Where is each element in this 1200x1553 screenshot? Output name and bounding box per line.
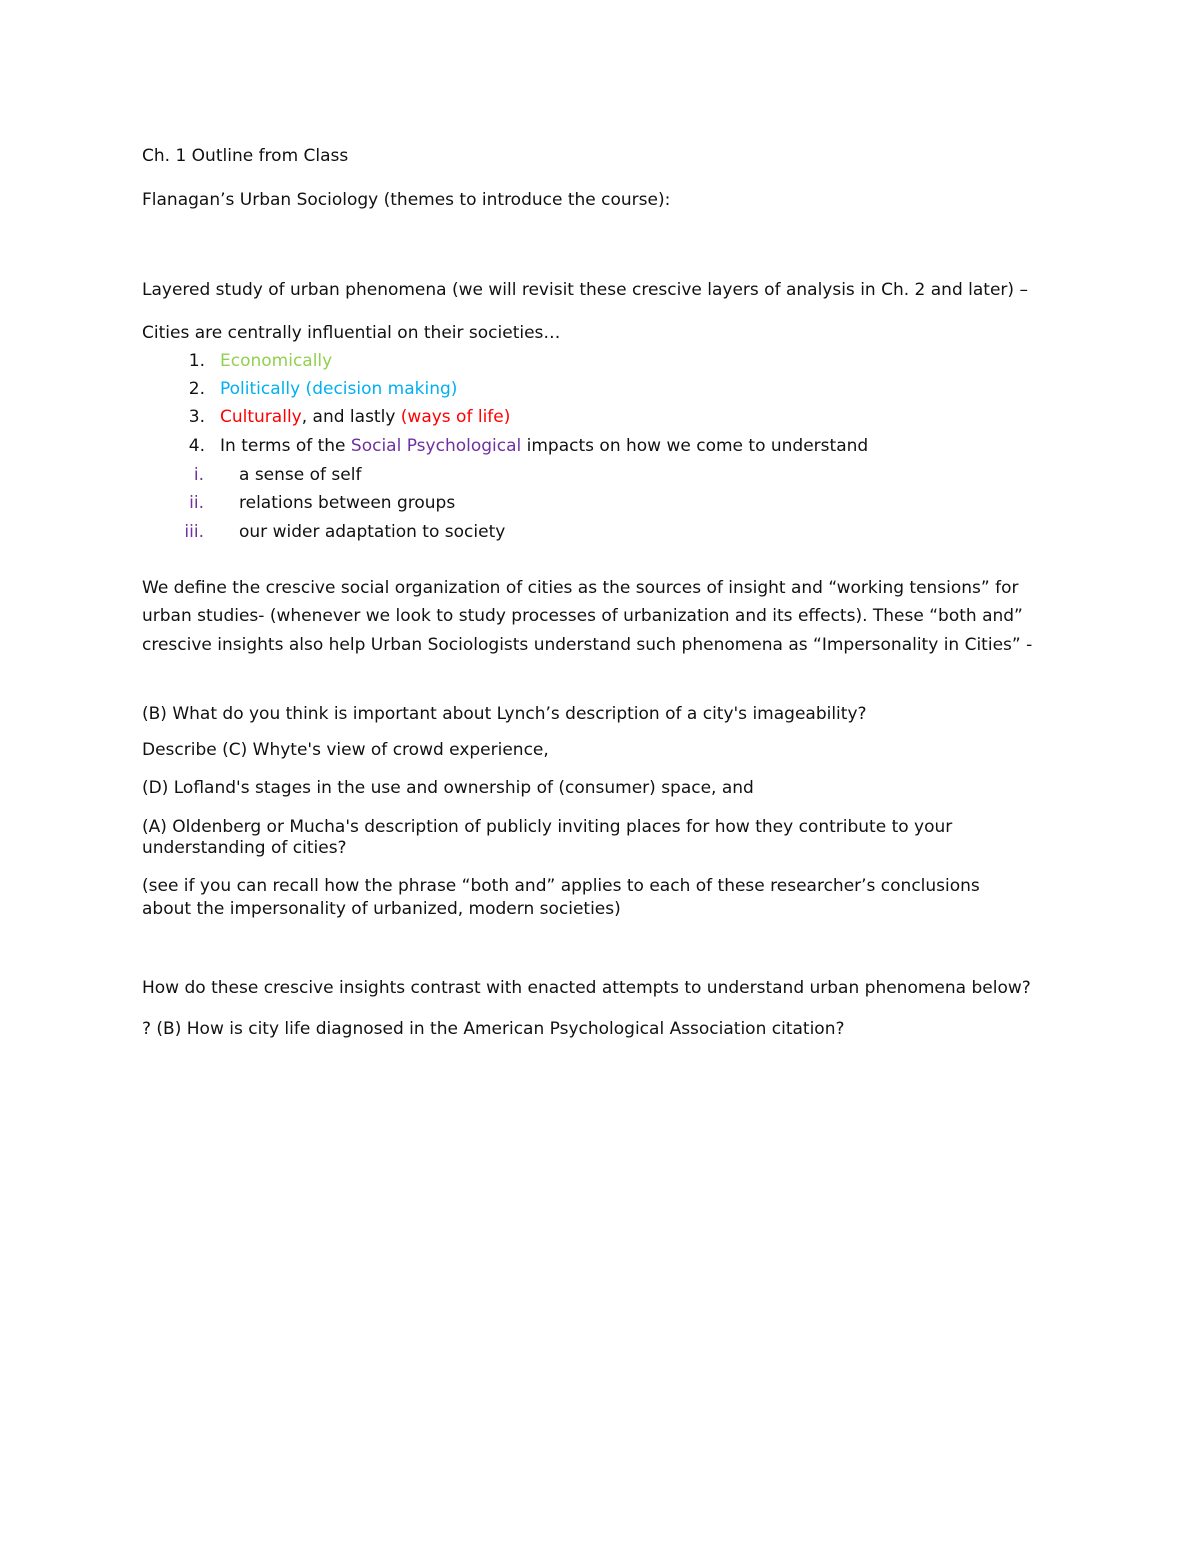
list-item-politically: Politically (decision making) <box>220 379 458 399</box>
impacts-text: impacts on how we come to understand <box>521 436 869 456</box>
sublist-number: iii. <box>184 522 204 542</box>
sublist-item: relations between groups <box>239 493 456 513</box>
question-d: (D) Lofland's stages in the use and ownership of (consumer) space, and <box>142 778 754 798</box>
in-terms-text: In terms of the <box>220 436 351 456</box>
question-b: (B) What do you think is important about Lynch’s description of a city's imageability? <box>142 704 867 724</box>
see-if-line: about the impersonality of urbanized, modern societies) <box>142 899 621 919</box>
layered-study-line: Layered study of urban phenomena (we will revisit these crescive layers of analysis in Ch. 2 and later) – <box>142 280 1028 300</box>
list-item-social-psych <box>220 435 868 457</box>
list-number: 4. <box>188 436 205 456</box>
question-a-line: (A) Oldenberg or Mucha's description of publicly inviting places for how they contribute to your <box>142 817 953 837</box>
question-a-line: understanding of cities? <box>142 838 347 858</box>
define-para-line: urban studies- (whenever we look to study processes of urbanization and its effects). These “both and” <box>142 606 1023 626</box>
define-para-line: crescive insights also help Urban Sociologists understand such phenomena as “Impersonality in Cities” - <box>142 635 1033 655</box>
ways-of-life-text: (ways of life) <box>400 407 511 427</box>
cities-intro-line: Cities are centrally influential on their societies… <box>142 323 561 343</box>
and-lastly-text: , and lastly <box>301 407 401 427</box>
sublist-item: a sense of self <box>239 465 362 485</box>
contrast-question: How do these crescive insights contrast with enacted attempts to understand urban phenomena below? <box>142 978 1031 998</box>
sublist-item: our wider adaptation to society <box>239 522 506 542</box>
list-item-culturally <box>220 406 510 428</box>
list-item-economically: Economically <box>220 351 333 371</box>
list-number: 1. <box>188 351 205 371</box>
list-number: 3. <box>188 407 205 427</box>
document-title: Ch. 1 Outline from Class <box>142 146 349 166</box>
question-c: Describe (C) Whyte's view of crowd experience, <box>142 740 549 760</box>
apa-question: ? (B) How is city life diagnosed in the American Psychological Association citation? <box>142 1019 845 1039</box>
sublist-number: i. <box>193 465 204 485</box>
culturally-text: Culturally <box>220 407 302 427</box>
list-number: 2. <box>188 379 205 399</box>
sublist-number: ii. <box>189 493 204 513</box>
see-if-line: (see if you can recall how the phrase “both and” applies to each of these researcher’s conclusions <box>142 876 980 896</box>
social-psych-text: Social Psychological <box>350 436 522 456</box>
document-subtitle: Flanagan’s Urban Sociology (themes to introduce the course): <box>142 190 671 210</box>
define-para-line: We define the crescive social organization of cities as the sources of insight and “working tensions” for <box>142 578 1019 598</box>
